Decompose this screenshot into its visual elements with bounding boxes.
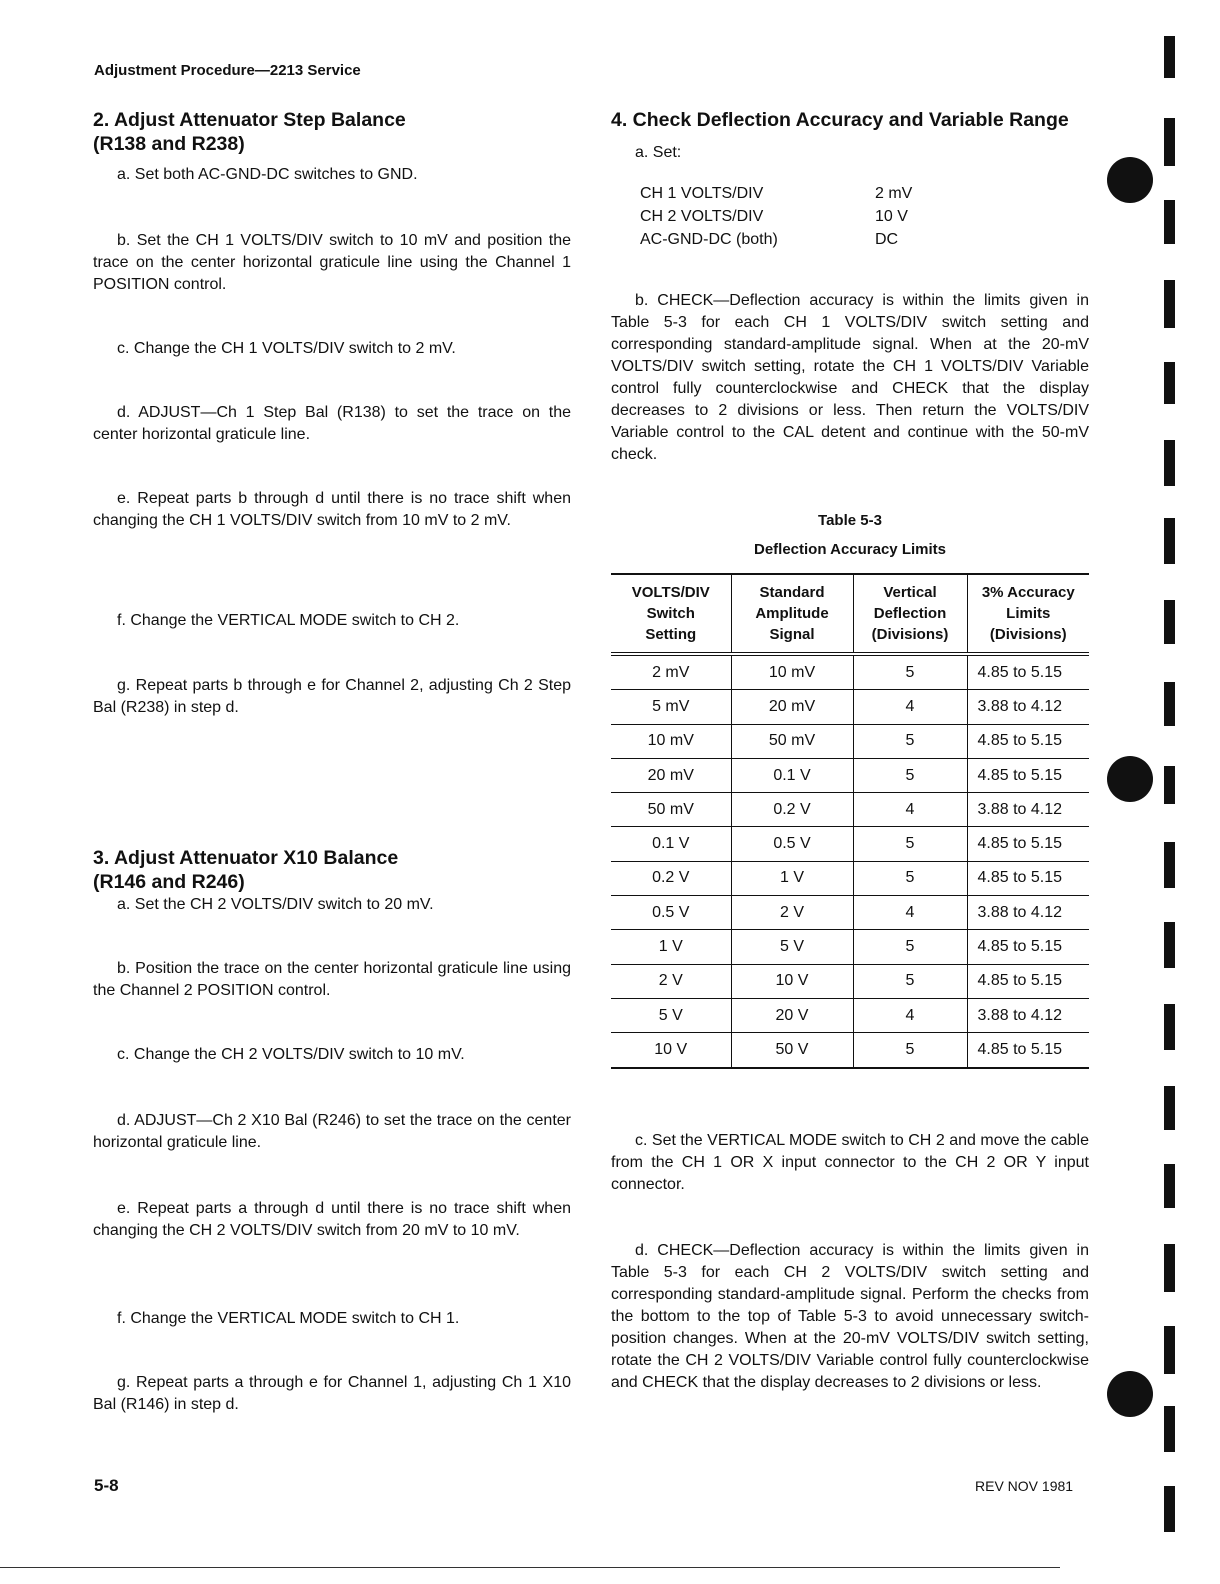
cell-amplitude: 20 mV: [731, 690, 853, 724]
change-bar: [1164, 280, 1175, 328]
cell-amplitude: 10 mV: [731, 654, 853, 690]
bottom-rule: [0, 1567, 1060, 1568]
section-2-title: [93, 108, 571, 156]
header-line: VOLTS/DIV: [631, 584, 710, 601]
change-bar: [1164, 922, 1175, 968]
step-2b: b. Set the CH 1 VOLTS/DIV switch to 10 mV and position the trace on the center horizontal graticule line using the Channel 1 POSITION control.: [93, 232, 571, 293]
cell-limits: 4.85 to 5.15: [967, 930, 1089, 964]
change-bar: [1164, 36, 1175, 78]
cell-deflection: 5: [853, 930, 967, 964]
deflection-accuracy-table: [611, 573, 1089, 1069]
cell-volts-div: 10 V: [611, 1033, 731, 1068]
table-row: [611, 1033, 1089, 1068]
cell-amplitude: 10 V: [731, 964, 853, 998]
step-2d: d. ADJUST—Ch 1 Step Bal (R138) to set the trace on the center horizontal graticule line.: [93, 404, 571, 443]
cell-deflection: 5: [853, 861, 967, 895]
cell-volts-div: 0.2 V: [611, 861, 731, 895]
table-row: [611, 964, 1089, 998]
change-bar: [1164, 1486, 1175, 1532]
header-line: Standard: [759, 584, 825, 601]
table-row: [611, 896, 1089, 930]
setting-row: [640, 228, 955, 251]
cell-deflection: 4: [853, 690, 967, 724]
cell-volts-div: 50 mV: [611, 793, 731, 827]
cell-amplitude: 5 V: [731, 930, 853, 964]
setting-value: 10 V: [875, 208, 908, 225]
cell-amplitude: 2 V: [731, 896, 853, 930]
cell-deflection: 5: [853, 964, 967, 998]
cell-limits: 4.85 to 5.15: [967, 724, 1089, 758]
step-3d: d. ADJUST—Ch 2 X10 Bal (R246) to set the trace on the center horizontal graticule line.: [93, 1112, 571, 1151]
table-row: [611, 690, 1089, 724]
cell-limits: 3.88 to 4.12: [967, 896, 1089, 930]
setting-name: CH 1 VOLTS/DIV: [640, 185, 764, 202]
header-line: Signal: [769, 626, 815, 643]
header-line: Limits: [1006, 605, 1051, 622]
cell-volts-div: 2 V: [611, 964, 731, 998]
table-row: [611, 758, 1089, 792]
table-row: [611, 724, 1089, 758]
cell-amplitude: 0.1 V: [731, 758, 853, 792]
cell-deflection: 5: [853, 654, 967, 690]
setting-value: DC: [875, 231, 899, 248]
change-bar: [1164, 1244, 1175, 1292]
step-2e: e. Repeat parts b through d until there is no trace shift when changing the CH 1 VOLTS/DIV switch from 10 mV to 2 mV.: [93, 490, 571, 529]
cell-limits: 4.85 to 5.15: [967, 861, 1089, 895]
change-bar: [1164, 1004, 1175, 1050]
table-row: [611, 827, 1089, 861]
header-standard-amplitude: [731, 574, 853, 654]
step-3b: b. Position the trace on the center horizontal graticule line using the Channel 2 POSITION control.: [93, 960, 571, 999]
binder-hole: [1107, 756, 1153, 802]
step-3a: a. Set the CH 2 VOLTS/DIV switch to 20 mV.: [117, 896, 434, 913]
cell-limits: 3.88 to 4.12: [967, 793, 1089, 827]
section-4-title: 4. Check Deflection Accuracy and Variable Range: [611, 109, 1069, 131]
step-3g: g. Repeat parts a through e for Channel 1, adjusting Ch 1 X10 Bal (R146) in step d.: [93, 1374, 571, 1413]
cell-limits: 4.85 to 5.15: [967, 1033, 1089, 1068]
cell-limits: 4.85 to 5.15: [967, 964, 1089, 998]
step-4c: c. Set the VERTICAL MODE switch to CH 2 and move the cable from the CH 1 OR X input connector to the CH 2 OR Y input connector.: [611, 1132, 1089, 1193]
cell-volts-div: 10 mV: [611, 724, 731, 758]
cell-limits: 4.85 to 5.15: [967, 758, 1089, 792]
cell-volts-div: 5 mV: [611, 690, 731, 724]
cell-deflection: 4: [853, 998, 967, 1032]
cell-volts-div: 2 mV: [611, 654, 731, 690]
table-number: Table 5-3: [818, 512, 882, 529]
step-3f: f. Change the VERTICAL MODE switch to CH 1.: [117, 1310, 460, 1327]
change-bar: [1164, 1164, 1175, 1208]
header-vertical-deflection: [853, 574, 967, 654]
step-3c: c. Change the CH 2 VOLTS/DIV switch to 10 mV.: [117, 1046, 465, 1063]
header-line: (Divisions): [871, 626, 949, 643]
cell-deflection: 5: [853, 1033, 967, 1068]
setting-value: 2 mV: [875, 185, 913, 202]
step-4d: d. CHECK—Deflection accuracy is within the limits given in Table 5-3 for each CH 2 VOLTS/DIV switch setting and corresponding standard-amplitude signal. Perform the checks from the bottom to the top of Table 5-3 to avoid unnecessary switch-position changes. When at the 20-mV VOLTS/DIV switch setting, rotate the CH 2 VOLTS/DIV Variable control fully counterclockwise and CHECK that the display decreases to 2 divisions or less.: [611, 1242, 1089, 1391]
page-number: 5-8: [94, 1476, 119, 1495]
step-2f: f. Change the VERTICAL MODE switch to CH 2.: [117, 612, 460, 629]
settings-list: [640, 182, 955, 251]
change-bar: [1164, 766, 1175, 804]
cell-limits: 4.85 to 5.15: [967, 654, 1089, 690]
binder-hole: [1107, 157, 1153, 203]
cell-amplitude: 50 mV: [731, 724, 853, 758]
cell-deflection: 5: [853, 827, 967, 861]
cell-volts-div: 1 V: [611, 930, 731, 964]
cell-deflection: 4: [853, 896, 967, 930]
change-bar: [1164, 1406, 1175, 1452]
setting-name: AC-GND-DC (both): [640, 231, 778, 248]
cell-amplitude: 0.2 V: [731, 793, 853, 827]
step-2a: a. Set both AC-GND-DC switches to GND.: [117, 166, 418, 183]
header-line: Setting: [645, 626, 697, 643]
cell-amplitude: 1 V: [731, 861, 853, 895]
header-accuracy-limits: [967, 574, 1089, 654]
cell-limits: 4.85 to 5.15: [967, 827, 1089, 861]
change-bar: [1164, 1086, 1175, 1130]
cell-deflection: 5: [853, 758, 967, 792]
cell-volts-div: 20 mV: [611, 758, 731, 792]
table-header-row: [611, 574, 1089, 654]
cell-deflection: 4: [853, 793, 967, 827]
cell-deflection: 5: [853, 724, 967, 758]
cell-amplitude: 50 V: [731, 1033, 853, 1068]
step-2g: g. Repeat parts b through e for Channel 2, adjusting Ch 2 Step Bal (R238) in step d.: [93, 677, 571, 716]
cell-amplitude: 0.5 V: [731, 827, 853, 861]
header-volts-div: [611, 574, 731, 654]
step-3e: e. Repeat parts a through d until there is no trace shift when changing the CH 2 VOLTS/DIV switch from 20 mV to 10 mV.: [93, 1200, 571, 1239]
cell-volts-div: 0.5 V: [611, 896, 731, 930]
setting-row: [640, 205, 955, 228]
table-row: [611, 998, 1089, 1032]
cell-volts-div: 0.1 V: [611, 827, 731, 861]
header-line: Vertical: [883, 584, 937, 601]
section-2-title-line2: (R138 and R238): [93, 133, 245, 155]
setting-row: [640, 182, 955, 205]
header-line: Amplitude: [755, 605, 829, 622]
change-bar: [1164, 118, 1175, 166]
change-bar: [1164, 440, 1175, 486]
change-bar: [1164, 362, 1175, 404]
header-line: (Divisions): [989, 626, 1067, 643]
running-header: Adjustment Procedure—2213 Service: [94, 62, 361, 79]
setting-name: CH 2 VOLTS/DIV: [640, 208, 764, 225]
table-row: [611, 654, 1089, 690]
section-3-title: [93, 846, 571, 894]
cell-limits: 3.88 to 4.12: [967, 998, 1089, 1032]
header-line: 3% Accuracy: [981, 584, 1075, 601]
section-2-title-line1: 2. Adjust Attenuator Step Balance: [93, 109, 406, 131]
change-bar: [1164, 1326, 1175, 1374]
cell-limits: 3.88 to 4.12: [967, 690, 1089, 724]
section-3-title-line2: (R146 and R246): [93, 871, 245, 893]
step-4a-label: a. Set:: [635, 144, 682, 161]
change-bar: [1164, 200, 1175, 244]
header-line: Switch: [646, 605, 695, 622]
step-2c: c. Change the CH 1 VOLTS/DIV switch to 2 mV.: [117, 340, 456, 357]
table-row: [611, 861, 1089, 895]
table-title: Deflection Accuracy Limits: [753, 541, 946, 558]
cell-amplitude: 20 V: [731, 998, 853, 1032]
step-4b: b. CHECK—Deflection accuracy is within the limits given in Table 5-3 for each CH 1 VOLTS/DIV switch setting and corresponding standard-amplitude signal. When at the 20-mV VOLTS/DIV switch setting, rotate the CH 1 VOLTS/DIV Variable control fully counterclockwise and CHECK that the display decreases to 2 divisions or less. Then return the VOLTS/DIV Variable control to the CAL detent and continue with the 50-mV check.: [611, 292, 1089, 463]
header-line: Deflection: [873, 605, 947, 622]
change-bar: [1164, 518, 1175, 564]
change-bar: [1164, 842, 1175, 888]
change-bar: [1164, 682, 1175, 726]
change-bar: [1164, 600, 1175, 644]
table-row: [611, 930, 1089, 964]
binder-hole: [1107, 1371, 1153, 1417]
revision-date: REV NOV 1981: [975, 1478, 1074, 1494]
cell-volts-div: 5 V: [611, 998, 731, 1032]
section-3-title-line1: 3. Adjust Attenuator X10 Balance: [93, 847, 399, 869]
table-row: [611, 793, 1089, 827]
